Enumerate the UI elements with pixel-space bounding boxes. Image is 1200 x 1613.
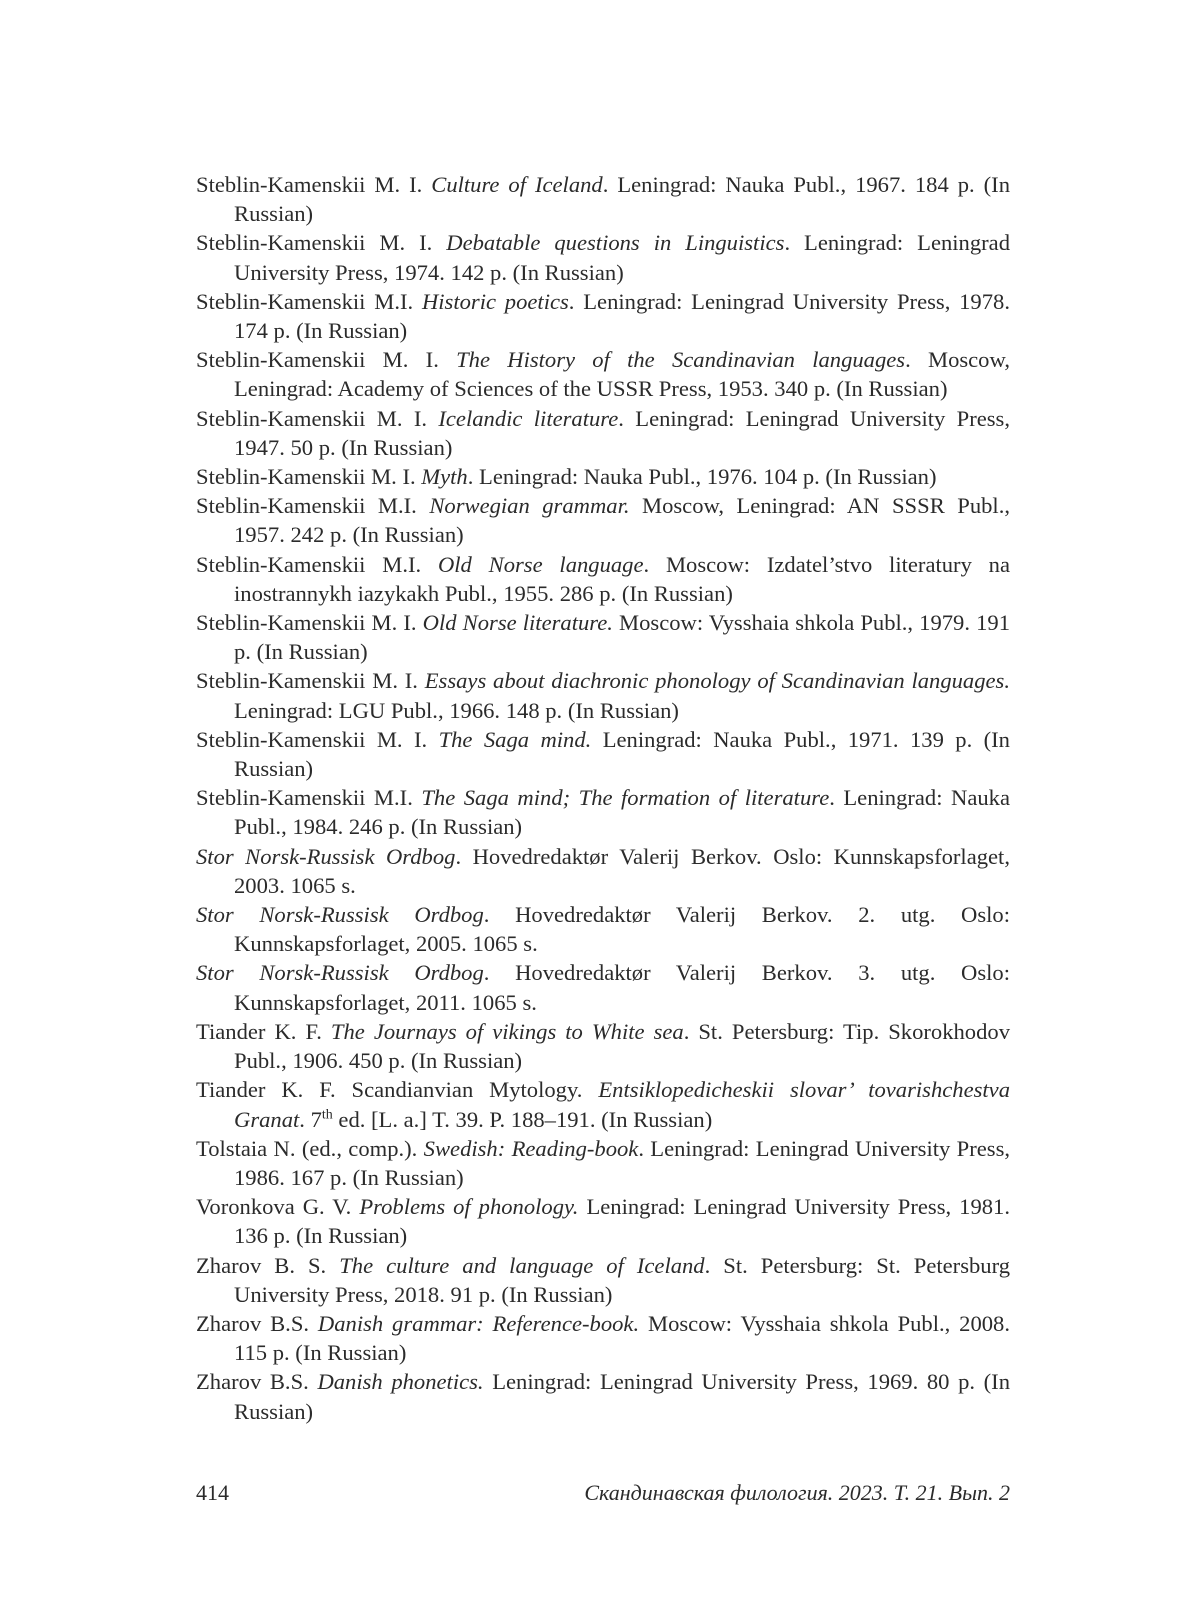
reference-author: Voronkova G. V. bbox=[196, 1194, 352, 1220]
reference-item bbox=[196, 958, 1010, 1016]
reference-item bbox=[196, 404, 1010, 462]
reference-item bbox=[196, 1309, 1010, 1367]
reference-details: Leningrad: LGU Publ., 1966. 148 p. (In Russian) bbox=[234, 697, 679, 723]
reference-details: . Hovedredaktør Valerij Berkov. 3. utg. Oslo: Kunnskapsforlaget, 2011. 1065 s. bbox=[234, 960, 1010, 1015]
reference-author: Zharov B.S. bbox=[196, 1369, 309, 1395]
reference-details: . Leningrad: Nauka Publ., 1967. 184 p. (In Russian) bbox=[234, 172, 1010, 227]
reference-details: . Leningrad: Leningrad University Press, 1986. 167 p. (In Russian) bbox=[234, 1135, 1011, 1190]
reference-author: Steblin-Kamenskii M. I. bbox=[196, 230, 433, 256]
reference-item bbox=[196, 666, 1010, 724]
reference-item bbox=[196, 345, 1010, 403]
reference-author: Tiander K. F. Scandianvian Mytology. bbox=[196, 1077, 583, 1103]
reference-item bbox=[196, 491, 1010, 549]
reference-item bbox=[196, 783, 1010, 841]
reference-item bbox=[196, 1367, 1010, 1425]
reference-item bbox=[196, 550, 1010, 608]
reference-author: Steblin-Kamenskii M.I. bbox=[196, 493, 417, 519]
reference-title: Stor Norsk-Russisk Ordbog bbox=[196, 902, 484, 928]
reference-details: Moscow: Vysshaia shkola Publ., 2008. 115 p. (In Russian) bbox=[234, 1310, 1010, 1366]
reference-title: Icelandic literature bbox=[438, 405, 619, 431]
reference-details: . 7 bbox=[299, 1106, 322, 1132]
reference-details: Leningrad: Nauka Publ., 1971. 139 p. (In Russian) bbox=[234, 726, 1010, 782]
running-footer-journal: Скандинавская филология. 2023. Т. 21. Вып. 2 bbox=[584, 1480, 1010, 1505]
reference-title: The Saga mind. bbox=[438, 726, 592, 752]
reference-title: Problems of phonology. bbox=[359, 1194, 579, 1220]
reference-title: The History of the Scandinavian languages bbox=[456, 347, 906, 373]
reference-author: Steblin-Kamenskii M.I. bbox=[196, 551, 422, 577]
reference-item bbox=[196, 228, 1010, 286]
reference-title: Entsiklopedicheskii slovar’ tovarishchestva Granat bbox=[234, 1077, 1011, 1132]
reference-item bbox=[196, 1134, 1010, 1192]
reference-details: . Leningrad: Leningrad University Press, 1974. 142 p. (In Russian) bbox=[234, 230, 1011, 285]
reference-title: Debatable questions in Linguistics bbox=[446, 230, 785, 256]
reference-item bbox=[196, 900, 1010, 958]
reference-details-cont: ed. [L. a.] T. 39. P. 188–191. (In Russian) bbox=[332, 1106, 713, 1132]
reference-author: Steblin-Kamenskii M. I. bbox=[196, 347, 439, 373]
reference-author: Steblin-Kamenskii M. I. bbox=[196, 464, 416, 490]
reference-details: . Moscow: Izdatel’stvo literatury na inostrannykh iazykakh Publ., 1955. 286 p. (In Russian) bbox=[234, 551, 1010, 606]
reference-author: Steblin-Kamenskii M. I. bbox=[196, 610, 417, 636]
reference-author: Steblin-Kamenskii M. I. bbox=[196, 405, 428, 431]
reference-title: Danish phonetics. bbox=[317, 1369, 484, 1395]
reference-author: Steblin-Kamenskii M.I. bbox=[196, 288, 414, 314]
reference-title: Stor Norsk-Russisk Ordbog bbox=[196, 843, 456, 869]
reference-details: Moscow, Leningrad: AN SSSR Publ., 1957. 242 p. (In Russian) bbox=[234, 493, 1010, 548]
reference-details: . Hovedredaktør Valerij Berkov. Oslo: Kunnskapsforlaget, 2003. 1065 s. bbox=[234, 843, 1010, 898]
reference-title: The culture and language of Iceland bbox=[339, 1252, 705, 1278]
reference-title: The Journays of vikings to White sea bbox=[330, 1018, 684, 1044]
reference-author: Steblin-Kamenskii M. I. bbox=[196, 668, 418, 694]
reference-details: Moscow: Vysshaia shkola Publ., 1979. 191 p. (In Russian) bbox=[234, 610, 1010, 665]
reference-item bbox=[196, 287, 1010, 345]
reference-author: Zharov B. S. bbox=[196, 1252, 327, 1278]
reference-title: Myth bbox=[421, 464, 468, 490]
reference-details: Leningrad: Leningrad University Press, 1969. 80 p. (In Russian) bbox=[234, 1369, 1010, 1424]
reference-title: Old Norse language bbox=[437, 551, 644, 577]
reference-item bbox=[196, 725, 1010, 783]
reference-title: Swedish: Reading-book bbox=[423, 1135, 639, 1161]
reference-title: Old Norse literature. bbox=[422, 610, 613, 636]
reference-superscript: th bbox=[321, 1106, 333, 1122]
reference-title: Culture of Iceland bbox=[431, 172, 603, 197]
reference-title: Stor Norsk-Russisk Ordbog bbox=[196, 960, 484, 986]
reference-title: Danish grammar: Reference-book. bbox=[317, 1310, 640, 1336]
reference-item bbox=[196, 462, 1010, 491]
reference-author: Steblin-Kamenskii M. I. bbox=[196, 172, 423, 197]
reference-item bbox=[196, 1192, 1010, 1250]
reference-title: The Saga mind; The formation of literature bbox=[421, 785, 830, 811]
reference-author: Zharov B.S. bbox=[196, 1310, 310, 1336]
reference-details: . Leningrad: Nauka Publ., 1984. 246 p. (In Russian) bbox=[234, 785, 1010, 840]
reference-item bbox=[196, 1251, 1010, 1309]
reference-details: . Leningrad: Nauka Publ., 1976. 104 p. (In Russian) bbox=[467, 464, 937, 490]
reference-details: . Leningrad: Leningrad University Press, 1947. 50 p. (In Russian) bbox=[234, 405, 1010, 460]
reference-item bbox=[196, 170, 1010, 228]
reference-details: . Moscow, Leningrad: Academy of Sciences of the USSR Press, 1953. 340 p. (In Russian) bbox=[234, 347, 1010, 402]
reference-title: Norwegian grammar. bbox=[429, 493, 630, 519]
reference-details: . Leningrad: Leningrad University Press, 1978. 174 p. (In Russian) bbox=[234, 288, 1010, 344]
page-number: 414 bbox=[196, 1480, 229, 1505]
reference-list bbox=[196, 170, 1010, 1426]
reference-details: Leningrad: Leningrad University Press, 1981. 136 p. (In Russian) bbox=[234, 1194, 1010, 1249]
reference-title: Historic poetics bbox=[421, 288, 569, 314]
reference-item bbox=[196, 842, 1010, 900]
reference-item bbox=[196, 1017, 1010, 1075]
reference-item bbox=[196, 1075, 1010, 1133]
reference-author: Steblin-Kamenskii M.I. bbox=[196, 785, 413, 811]
reference-details: . St. Petersburg: Tip. Skorokhodov Publ., 1906. 450 p. (In Russian) bbox=[234, 1018, 1010, 1074]
reference-details: . Hovedredaktør Valerij Berkov. 2. utg. Oslo: Kunnskapsforlaget, 2005. 1065 s. bbox=[234, 902, 1010, 957]
reference-title: Essays about diachronic phonology of Scandinavian languages. bbox=[424, 668, 1010, 694]
reference-author: Tiander K. F. bbox=[196, 1018, 322, 1044]
reference-item bbox=[196, 608, 1010, 666]
reference-author: Steblin-Kamenskii M. I. bbox=[196, 726, 428, 752]
reference-details: . St. Petersburg: St. Petersburg University Press, 2018. 91 p. (In Russian) bbox=[234, 1252, 1010, 1307]
reference-author: Tolstaia N. (ed., comp.). bbox=[196, 1135, 418, 1161]
